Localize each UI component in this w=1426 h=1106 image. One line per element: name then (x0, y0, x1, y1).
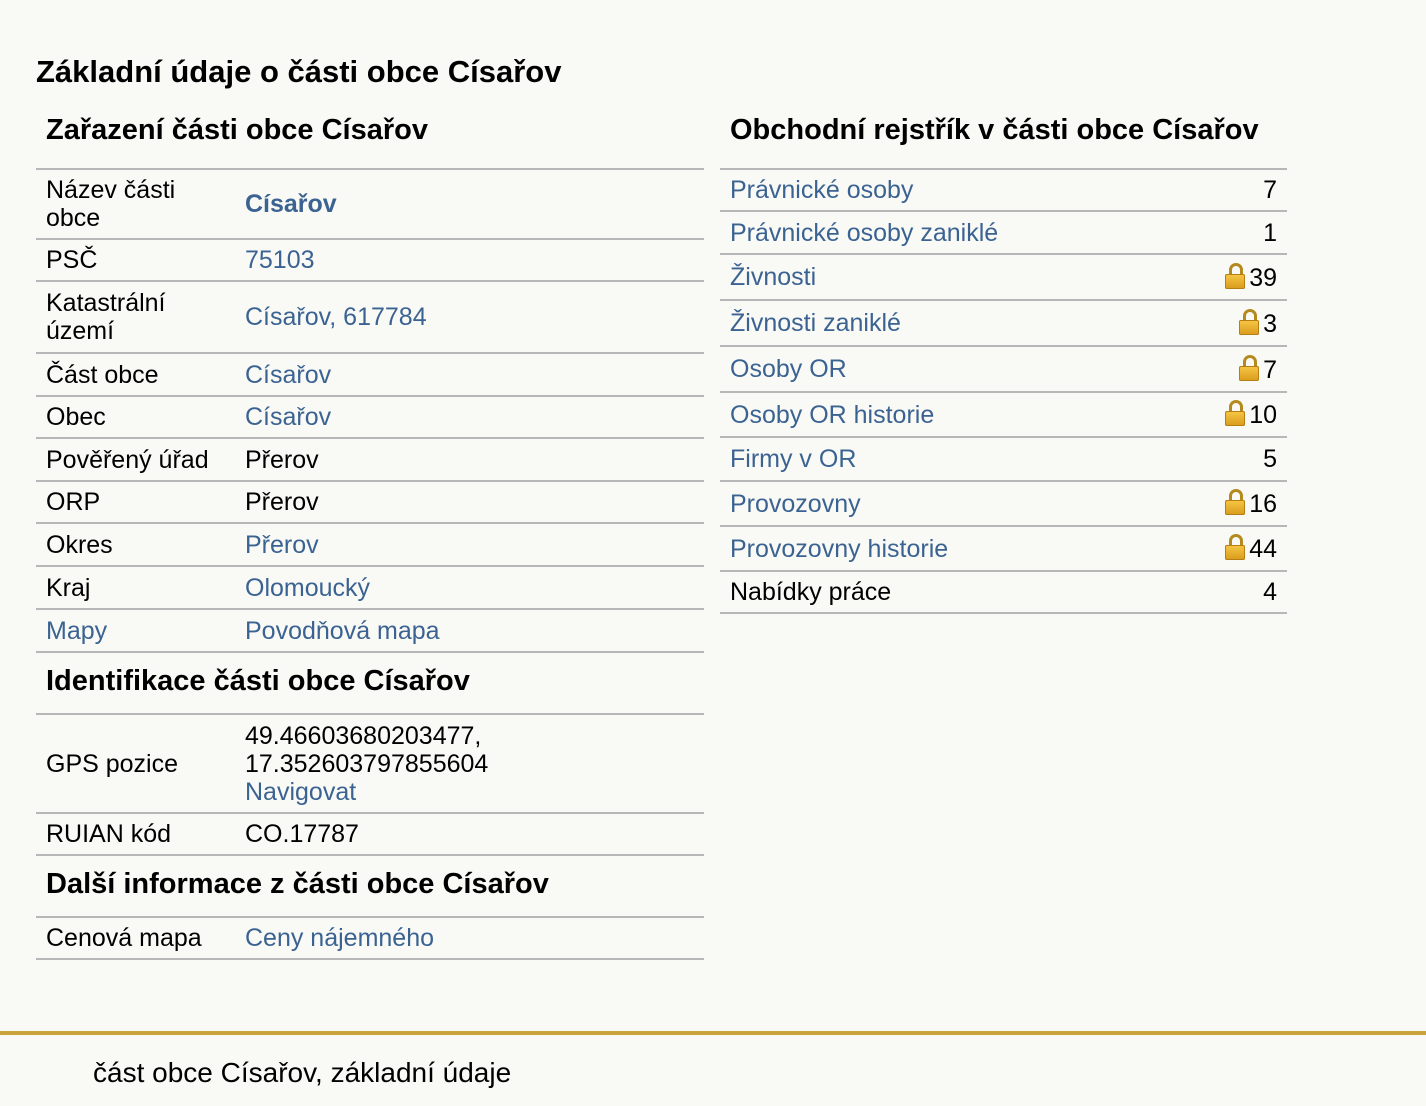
mapy-link[interactable]: Mapy (46, 616, 108, 645)
table-row (720, 254, 1287, 300)
table-row (720, 481, 1287, 526)
registry-count: 4 (1174, 571, 1287, 613)
registry-label: Nabídky práce (720, 571, 1174, 613)
count-value: 16 (1249, 490, 1277, 518)
table-row (36, 396, 704, 438)
page-title: Základní údaje o části obce Císařov (36, 54, 562, 89)
row-label: Kraj (36, 566, 235, 609)
dalsi-heading: Další informace z části obce Císařov (46, 868, 549, 900)
padlock-icon (1239, 355, 1259, 381)
table-row (36, 566, 704, 609)
zarazeni-table (36, 168, 704, 653)
row-label: Název části obce (36, 169, 235, 239)
count-value: 39 (1249, 263, 1277, 292)
identifikace-heading: Identifikace části obce Císařov (46, 665, 470, 697)
registry-label (720, 526, 1174, 571)
table-row (36, 917, 704, 959)
padlock-icon (1225, 534, 1245, 560)
row-value (235, 609, 704, 652)
table-row (720, 211, 1287, 254)
table-row (36, 239, 704, 281)
pravnicke-osoby-zanikle-link[interactable]: Právnické osoby zaniklé (730, 218, 999, 247)
row-label: Část obce (36, 353, 235, 396)
left-column (36, 110, 704, 960)
katastralni-uzemi-link[interactable]: Císařov, 617784 (245, 303, 427, 331)
registry-count (1174, 526, 1287, 571)
zarazeni-heading: Zařazení části obce Císařov (46, 114, 428, 146)
psc-link[interactable]: 75103 (245, 246, 315, 274)
registry-heading: Obchodní rejstřík v části obce Císařov (730, 114, 1259, 146)
row-value (235, 566, 704, 609)
count-value: 3 (1263, 309, 1277, 338)
povodnova-mapa-link[interactable]: Povodňová mapa (245, 616, 440, 645)
registry-count: 5 (1174, 437, 1287, 481)
table-row (36, 169, 704, 239)
gps-label: GPS pozice (36, 714, 235, 813)
ceny-najemneho-link[interactable]: Ceny nájemného (245, 924, 435, 952)
table-row (720, 437, 1287, 481)
table-row (720, 526, 1287, 571)
kraj-link[interactable]: Olomoucký (245, 573, 371, 602)
osoby-or-link[interactable]: Osoby OR (730, 355, 847, 383)
table-row (36, 438, 704, 481)
table-row (36, 481, 704, 523)
registry-count (1174, 300, 1287, 346)
table-row (720, 392, 1287, 437)
padlock-icon (1239, 309, 1259, 335)
table-row (720, 300, 1287, 346)
row-value (235, 281, 704, 353)
registry-label (720, 346, 1174, 392)
footer-rule (0, 1031, 1426, 1035)
registry-label (720, 437, 1174, 481)
cenova-mapa-value (235, 917, 704, 959)
registry-table (720, 168, 1287, 614)
table-row (720, 571, 1287, 613)
padlock-icon (1225, 263, 1245, 289)
count-value: 7 (1263, 355, 1277, 384)
row-value (235, 239, 704, 281)
table-row (36, 714, 704, 813)
cenova-mapa-label: Cenová mapa (36, 917, 235, 959)
registry-count (1174, 254, 1287, 300)
table-row (720, 346, 1287, 392)
zivnosti-zanikle-link[interactable]: Živnosti zaniklé (730, 309, 901, 337)
gps-longitude: 17.352603797855604 (245, 749, 489, 778)
registry-count: 7 (1174, 169, 1287, 211)
row-label: Pověřený úřad (36, 438, 235, 481)
row-label (36, 609, 235, 652)
registry-count: 1 (1174, 211, 1287, 254)
navigovat-link[interactable]: Navigovat (245, 777, 357, 806)
zivnosti-link[interactable]: Živnosti (730, 263, 817, 291)
provozovny-link[interactable]: Provozovny (730, 489, 861, 518)
count-value: 44 (1249, 535, 1277, 563)
footer-text: část obce Císařov, základní údaje (93, 1057, 512, 1088)
dalsi-table (36, 916, 704, 960)
row-value (235, 396, 704, 438)
row-label: ORP (36, 481, 235, 523)
registry-count (1174, 392, 1287, 437)
row-value (235, 169, 704, 239)
registry-label (720, 254, 1174, 300)
identifikace-table (36, 713, 704, 856)
ruian-label: RUIAN kód (36, 813, 235, 855)
registry-label (720, 211, 1174, 254)
pravnicke-osoby-link[interactable]: Právnické osoby (730, 176, 914, 204)
registry-label (720, 392, 1174, 437)
padlock-icon (1225, 400, 1245, 426)
row-value (235, 523, 704, 566)
row-label: Katastrální území (36, 281, 235, 353)
table-row (36, 281, 704, 353)
row-value (235, 353, 704, 396)
obec-link[interactable]: Císařov (245, 403, 332, 431)
row-label: Okres (36, 523, 235, 566)
registry-label (720, 169, 1174, 211)
gps-value (235, 714, 704, 813)
cast-obce-link[interactable]: Císařov (245, 360, 332, 389)
table-row (36, 813, 704, 855)
table-row (36, 353, 704, 396)
registry-count (1174, 346, 1287, 392)
gps-latitude: 49.46603680203477, (245, 721, 482, 750)
row-value: Přerov (235, 481, 704, 523)
registry-count (1174, 481, 1287, 526)
padlock-icon (1225, 489, 1245, 515)
table-row (36, 523, 704, 566)
osoby-or-historie-link[interactable]: Osoby OR historie (730, 400, 935, 429)
ruian-value: CO.17787 (235, 813, 704, 855)
firmy-v-or-link[interactable]: Firmy v OR (730, 445, 857, 473)
table-row (720, 169, 1287, 211)
provozovny-historie-link[interactable]: Provozovny historie (730, 534, 949, 563)
table-row (36, 609, 704, 652)
right-column (720, 110, 1287, 614)
okres-link[interactable]: Přerov (245, 530, 319, 559)
row-label: PSČ (36, 239, 235, 281)
registry-label (720, 481, 1174, 526)
registry-label (720, 300, 1174, 346)
row-value: Přerov (235, 438, 704, 481)
row-label: Obec (36, 396, 235, 438)
cast-obce-name-link[interactable]: Císařov (245, 190, 337, 218)
count-value: 10 (1249, 401, 1277, 429)
